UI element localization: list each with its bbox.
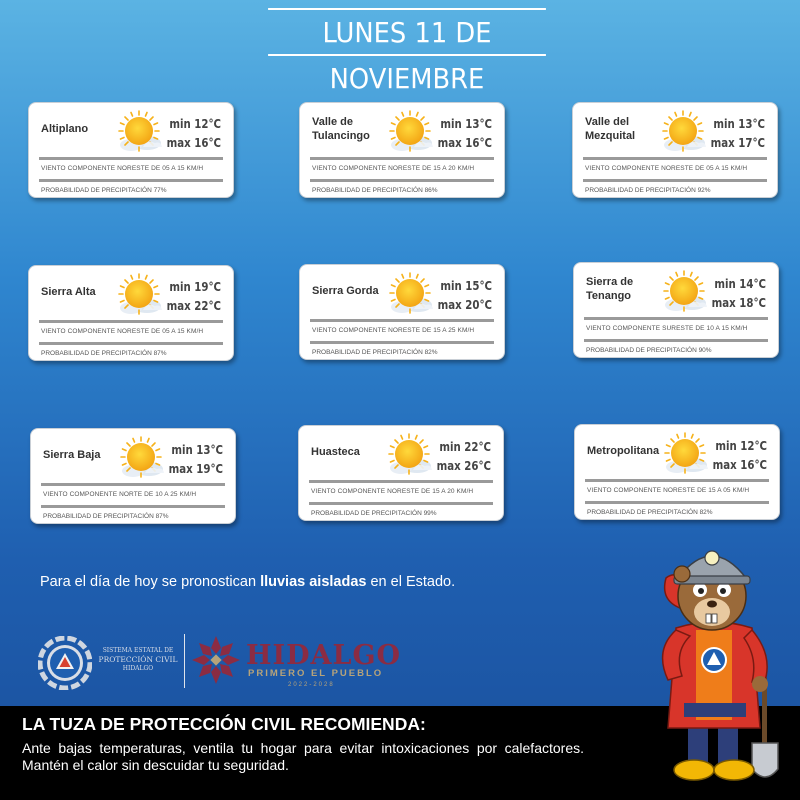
recommendation-body: Ante bajas temperaturas, ventila tu hogar para evitar intoxicaciones por calefactores. Mantén el calor sin descuidar tu seguridad. (22, 740, 584, 773)
min-temp: min 15°C (440, 279, 492, 293)
divider (585, 501, 769, 504)
wordmark-line: PROTECCIÓN CIVIL (98, 655, 178, 664)
wind-text: VIENTO COMPONENTE NORESTE DE 05 A 15 KM/H (585, 165, 748, 172)
precip-text: PROBABILIDAD DE PRECIPITACIÓN 77% (41, 187, 167, 194)
temperature-range (437, 438, 491, 476)
min-temp: min 14°C (714, 277, 766, 291)
wind-text: VIENTO COMPONENTE SURESTE DE 10 A 15 KM/H (586, 325, 748, 332)
wind-text: VIENTO COMPONENTE NORESTE DE 05 A 15 KM/H (41, 165, 204, 172)
recommendation-heading: LA TUZA DE PROTECCIÓN CIVIL RECOMIENDA: (22, 714, 426, 734)
divider (310, 341, 494, 344)
sun-cloud-icon (661, 109, 707, 155)
region-name: Sierra Gorda (312, 285, 379, 297)
wind-text: VIENTO COMPONENTE NORESTE DE 15 A 20 KM/H (312, 165, 475, 172)
divider (41, 483, 225, 486)
forecast-card-huasteca (298, 425, 504, 521)
min-temp: min 13°C (171, 443, 223, 457)
temperature-range (438, 115, 492, 153)
temperature-range (438, 277, 492, 315)
proteccion-civil-seal-icon (38, 636, 92, 690)
divider (583, 157, 767, 160)
divider (310, 319, 494, 322)
sun-cloud-icon (117, 109, 163, 155)
temperature-range (167, 115, 221, 153)
logo-divider (184, 634, 185, 688)
region-name: Valle de Tulancingo (312, 116, 370, 142)
hidalgo-years: 2022-2028 (288, 682, 335, 688)
max-temp: max 20°C (437, 298, 492, 312)
wind-text: VIENTO COMPONENTE NORTE DE 10 A 25 KM/H (43, 491, 197, 498)
wind-text: VIENTO COMPONENTE NORESTE DE 15 A 20 KM/H (311, 488, 474, 495)
divider (39, 157, 223, 160)
precip-text: PROBABILIDAD DE PRECIPITACIÓN 86% (312, 187, 438, 194)
divider (39, 342, 223, 345)
sun-cloud-icon (387, 432, 433, 478)
precip-text: PROBABILIDAD DE PRECIPITACIÓN 92% (585, 187, 711, 194)
proteccion-civil-wordmark (96, 646, 180, 673)
temperature-range (169, 441, 223, 479)
divider (584, 339, 768, 342)
min-temp: min 13°C (713, 117, 765, 131)
divider (41, 505, 225, 508)
region-name: Metropolitana (587, 445, 660, 457)
sun-cloud-icon (663, 431, 709, 477)
precip-text: PROBABILIDAD DE PRECIPITACIÓN 90% (586, 347, 712, 354)
sun-cloud-icon (662, 269, 708, 315)
forecast-card-valle-de-tulancingo (299, 102, 505, 198)
region-name: Sierra Baja (43, 449, 101, 461)
divider (583, 179, 767, 182)
region-name: Valle del Mezquital (585, 116, 636, 142)
min-temp: min 12°C (169, 117, 221, 131)
divider (584, 317, 768, 320)
temperature-range (713, 437, 767, 475)
temperature-range (712, 275, 766, 313)
hidalgo-wordmark: HIDALGO (246, 640, 402, 671)
forecast-card-metropolitana (574, 424, 780, 520)
region-name: Huasteca (311, 446, 360, 458)
forecast-card-sierra-alta (28, 265, 234, 361)
max-temp: max 18°C (711, 296, 766, 310)
sun-cloud-icon (119, 435, 165, 481)
temperature-range (711, 115, 765, 153)
divider (39, 179, 223, 182)
precip-text: PROBABILIDAD DE PRECIPITACIÓN 99% (311, 510, 437, 517)
divider (309, 502, 493, 505)
divider (310, 179, 494, 182)
precip-text: PROBABILIDAD DE PRECIPITACIÓN 87% (43, 513, 169, 520)
forecast-card-sierra-baja (30, 428, 236, 524)
divider (585, 479, 769, 482)
max-temp: max 22°C (166, 299, 221, 313)
min-temp: min 13°C (440, 117, 492, 131)
region-name: Sierra Alta (41, 286, 96, 298)
max-temp: max 16°C (437, 136, 492, 150)
forecast-card-sierra-de-tenango (573, 262, 779, 358)
note-text-end: en el Estado. (366, 574, 456, 590)
precip-text: PROBABILIDAD DE PRECIPITACIÓN 82% (587, 509, 713, 516)
note-text: Para el día de hoy se pronostican (40, 574, 261, 590)
precip-text: PROBABILIDAD DE PRECIPITACIÓN 87% (41, 350, 167, 357)
min-temp: min 12°C (715, 439, 767, 453)
tuza-mascot-icon (636, 538, 796, 788)
min-temp: min 19°C (169, 280, 221, 294)
divider (310, 157, 494, 160)
wind-text: VIENTO COMPONENTE NORESTE DE 05 A 15 KM/H (41, 328, 204, 335)
max-temp: max 16°C (166, 136, 221, 150)
sun-cloud-icon (388, 271, 434, 317)
wind-text: VIENTO COMPONENTE NORESTE DE 15 A 05 KM/H (587, 487, 750, 494)
max-temp: max 26°C (436, 459, 491, 473)
region-name: Altiplano (41, 123, 89, 135)
page-title: LUNES 11 DE NOVIEMBRE (268, 8, 546, 56)
divider (39, 320, 223, 323)
hidalgo-slogan: PRIMERO EL PUEBLO (248, 668, 384, 679)
region-name: Sierra de Tenango (586, 276, 634, 302)
precip-text: PROBABILIDAD DE PRECIPITACIÓN 82% (312, 349, 438, 356)
min-temp: min 22°C (439, 440, 491, 454)
temperature-range (167, 278, 221, 316)
sun-cloud-icon (388, 109, 434, 155)
hidalgo-flower-icon (190, 634, 242, 686)
max-temp: max 19°C (168, 462, 223, 476)
max-temp: max 17°C (710, 136, 765, 150)
forecast-card-altiplano (28, 102, 234, 198)
forecast-card-valle-del-mezquital (572, 102, 778, 198)
note-highlight: lluvias aisladas (260, 574, 367, 590)
wind-text: VIENTO COMPONENTE NORESTE DE 15 A 25 KM/H (312, 327, 475, 334)
max-temp: max 16°C (712, 458, 767, 472)
forecast-note (40, 574, 455, 590)
sun-cloud-icon (117, 272, 163, 318)
forecast-card-sierra-gorda (299, 264, 505, 360)
wordmark-line: SISTEMA ESTATAL DE (102, 647, 174, 654)
wordmark-line: HIDALGO (122, 665, 154, 672)
divider (309, 480, 493, 483)
